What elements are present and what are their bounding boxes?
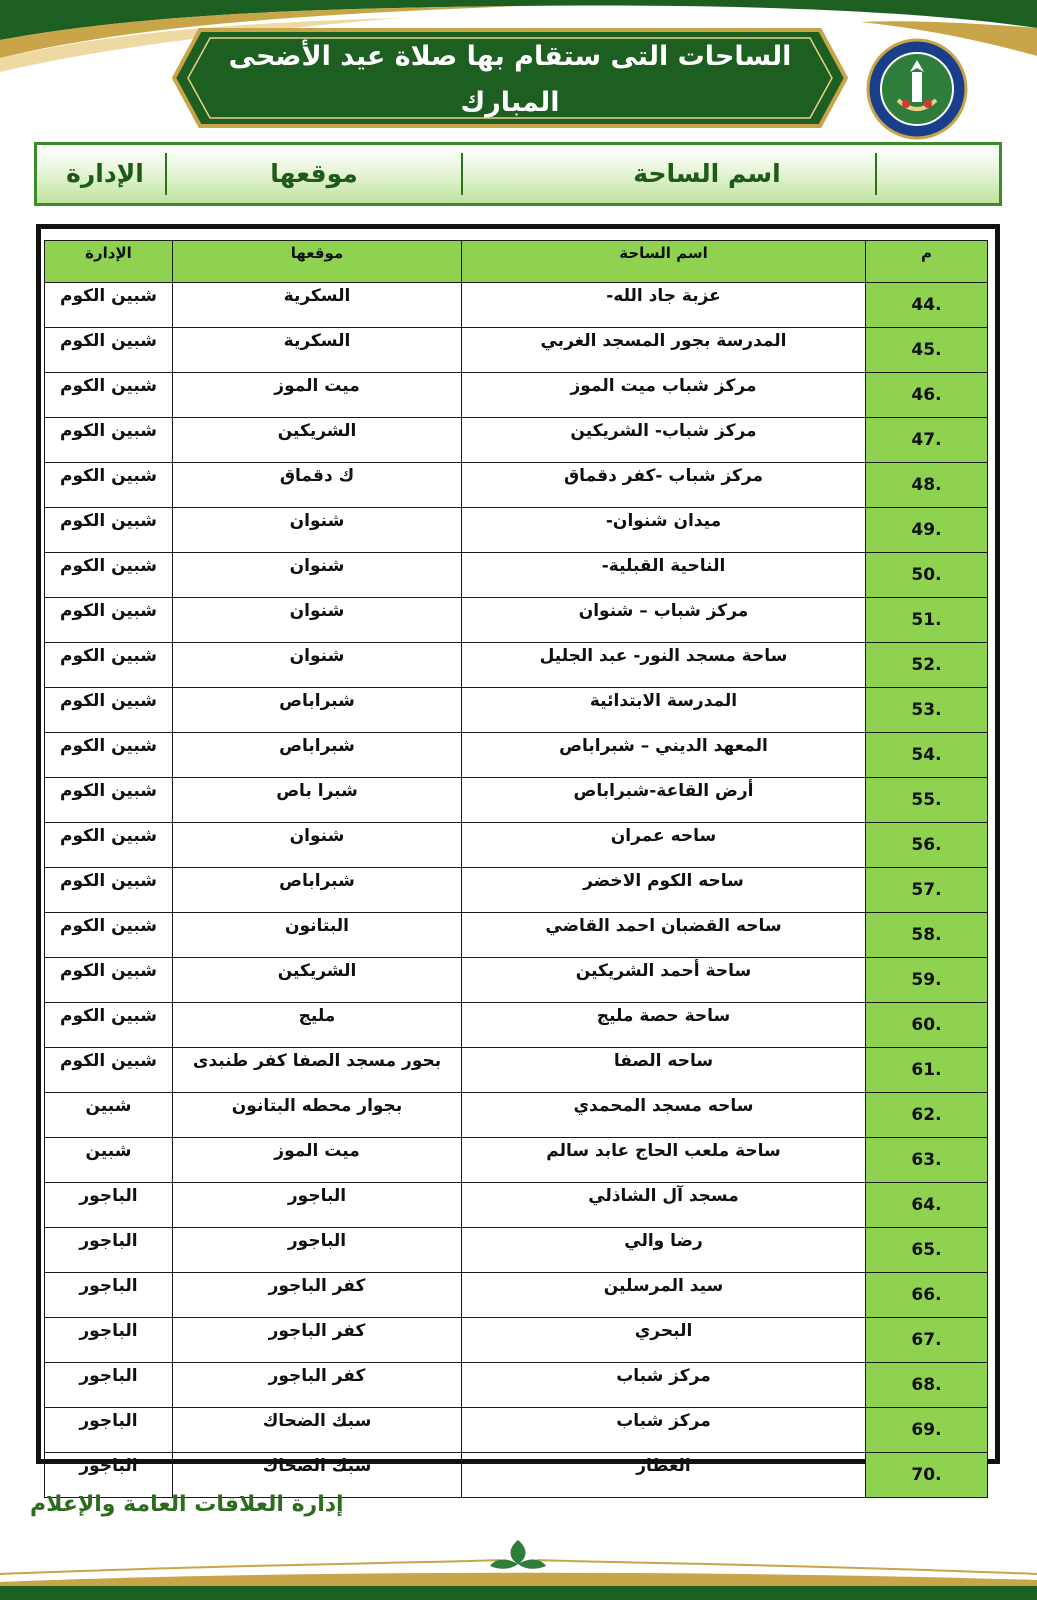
cell-num: .55 [866, 778, 988, 823]
cell-num: .48 [866, 463, 988, 508]
cell-name: مركز شباب ميت الموز [462, 373, 866, 418]
cell-location: شبراباص [173, 688, 462, 733]
cell-name: ساحة أحمد الشريكين [462, 958, 866, 1003]
cell-name: أرض القاعة-شبراباص [462, 778, 866, 823]
cell-num: .69 [866, 1408, 988, 1453]
cell-admin: الباجور [45, 1228, 173, 1273]
cell-num: .64 [866, 1183, 988, 1228]
cell-location: شنوان [173, 553, 462, 598]
header-divider [875, 153, 877, 195]
cell-name: العطار [462, 1453, 866, 1498]
cell-admin: شبين [45, 1138, 173, 1183]
leaf-emblem-icon [490, 1540, 546, 1569]
table-row [45, 328, 988, 373]
cell-location: بجوار محطه البتانون [173, 1093, 462, 1138]
cell-num: .49 [866, 508, 988, 553]
cell-num: .57 [866, 868, 988, 913]
table-row [45, 1453, 988, 1498]
cell-location: السكرية [173, 328, 462, 373]
cell-location: البتانون [173, 913, 462, 958]
column-header-bar [34, 142, 1002, 206]
cell-admin: الباجور [45, 1273, 173, 1318]
cell-name: ساحه مسجد المحمدي [462, 1093, 866, 1138]
bottom-decoration [0, 1520, 1037, 1600]
table-row [45, 373, 988, 418]
cell-admin: الباجور [45, 1183, 173, 1228]
cell-num: .45 [866, 328, 988, 373]
table-row [45, 1318, 988, 1363]
header-name: اسم الساحة [633, 159, 781, 188]
cell-admin: الباجور [45, 1363, 173, 1408]
cell-num: .66 [866, 1273, 988, 1318]
table-row [45, 1273, 988, 1318]
th-num: م [866, 241, 988, 283]
table-header-row [45, 241, 988, 283]
cell-location: شنوان [173, 508, 462, 553]
cell-name: مركز شباب [462, 1408, 866, 1453]
cell-num: .47 [866, 418, 988, 463]
cell-name: ميدان شنوان- [462, 508, 866, 553]
cell-location: ك دقماق [173, 463, 462, 508]
cell-admin: شبين الكوم [45, 733, 173, 778]
cell-location: بحور مسجد الصفا كفر طنبدى [173, 1048, 462, 1093]
cell-admin: شبين الكوم [45, 688, 173, 733]
cell-location: الباجور [173, 1228, 462, 1273]
cell-name: المدرسة بجور المسجد الغربي [462, 328, 866, 373]
cell-admin: الباجور [45, 1453, 173, 1498]
cell-location: كفر الباجور [173, 1318, 462, 1363]
th-location: موقعها [173, 241, 462, 283]
th-admin: الإدارة [45, 241, 173, 283]
table-row [45, 1138, 988, 1183]
cell-location: ميت الموز [173, 1138, 462, 1183]
cell-num: .61 [866, 1048, 988, 1093]
cell-num: .58 [866, 913, 988, 958]
table-row [45, 1093, 988, 1138]
cell-admin: شبين الكوم [45, 823, 173, 868]
table-row [45, 283, 988, 328]
cell-name: مركز شباب -كفر دقماق [462, 463, 866, 508]
cell-admin: الباجور [45, 1318, 173, 1363]
cell-name: ساحه الصفا [462, 1048, 866, 1093]
cell-location: كفر الباجور [173, 1363, 462, 1408]
header-divider [165, 153, 167, 195]
cell-num: .56 [866, 823, 988, 868]
cell-name: ساحة ملعب الحاج عابد سالم [462, 1138, 866, 1183]
table-row [45, 553, 988, 598]
cell-name: المدرسة الابتدائية [462, 688, 866, 733]
cell-name: عزبة جاد الله- [462, 283, 866, 328]
table-row [45, 418, 988, 463]
cell-location: الباجور [173, 1183, 462, 1228]
cell-name: سيد المرسلين [462, 1273, 866, 1318]
cell-location: كفر الباجور [173, 1273, 462, 1318]
cell-location: مليج [173, 1003, 462, 1048]
cell-num: .46 [866, 373, 988, 418]
governorate-seal-icon [866, 38, 968, 140]
cell-name: مركز شباب – شنوان [462, 598, 866, 643]
table-row [45, 868, 988, 913]
cell-admin: شبين الكوم [45, 418, 173, 463]
cell-num: .53 [866, 688, 988, 733]
header-divider [461, 153, 463, 195]
cell-name: البحري [462, 1318, 866, 1363]
cell-num: .59 [866, 958, 988, 1003]
cell-name: مركز شباب [462, 1363, 866, 1408]
table-row [45, 1183, 988, 1228]
cell-admin: شبين الكوم [45, 913, 173, 958]
cell-name: الناحية القبلية- [462, 553, 866, 598]
cell-location: شنوان [173, 598, 462, 643]
cell-location: شنوان [173, 643, 462, 688]
table-row [45, 958, 988, 1003]
cell-admin: شبين [45, 1093, 173, 1138]
table-row [45, 1228, 988, 1273]
cell-location: سبك الضحاك [173, 1453, 462, 1498]
cell-admin: شبين الكوم [45, 328, 173, 373]
cell-location: الشريكين [173, 958, 462, 1003]
cell-num: .67 [866, 1318, 988, 1363]
table-row [45, 598, 988, 643]
footer-department: إدارة العلاقات العامة والإعلام [30, 1492, 344, 1517]
cell-admin: شبين الكوم [45, 508, 173, 553]
cell-name: ساحه القضبان احمد القاضي [462, 913, 866, 958]
table-row [45, 643, 988, 688]
table-row [45, 1003, 988, 1048]
cell-admin: شبين الكوم [45, 643, 173, 688]
cell-admin: شبين الكوم [45, 283, 173, 328]
table-row [45, 1048, 988, 1093]
cell-name: المعهد الديني – شبراباص [462, 733, 866, 778]
cell-location: شبراباص [173, 733, 462, 778]
cell-admin: شبين الكوم [45, 1048, 173, 1093]
cell-admin: شبين الكوم [45, 778, 173, 823]
cell-location: شنوان [173, 823, 462, 868]
table-row [45, 1408, 988, 1453]
cell-admin: شبين الكوم [45, 553, 173, 598]
header-location: موقعها [270, 159, 358, 188]
cell-num: .44 [866, 283, 988, 328]
cell-admin: شبين الكوم [45, 868, 173, 913]
cell-admin: شبين الكوم [45, 598, 173, 643]
header-admin: الإدارة [66, 159, 144, 188]
cell-num: .62 [866, 1093, 988, 1138]
table-row [45, 733, 988, 778]
cell-location: الشريكين [173, 418, 462, 463]
cell-location: السكرية [173, 283, 462, 328]
table-row [45, 463, 988, 508]
cell-location: سبك الضحاك [173, 1408, 462, 1453]
table-row [45, 778, 988, 823]
cell-admin: شبين الكوم [45, 1003, 173, 1048]
cell-num: .54 [866, 733, 988, 778]
cell-location: شبرا باص [173, 778, 462, 823]
squares-table [44, 240, 988, 1498]
cell-name: ساحه عمران [462, 823, 866, 868]
table-row [45, 1363, 988, 1408]
cell-num: .60 [866, 1003, 988, 1048]
cell-name: ساحه الكوم الاخضر [462, 868, 866, 913]
cell-num: .52 [866, 643, 988, 688]
cell-location: شبراباص [173, 868, 462, 913]
cell-num: .50 [866, 553, 988, 598]
cell-num: .68 [866, 1363, 988, 1408]
cell-admin: الباجور [45, 1408, 173, 1453]
cell-num: .51 [866, 598, 988, 643]
cell-name: ساحة حصة مليج [462, 1003, 866, 1048]
th-name: اسم الساحة [462, 241, 866, 283]
cell-admin: شبين الكوم [45, 373, 173, 418]
cell-admin: شبين الكوم [45, 463, 173, 508]
cell-admin: شبين الكوم [45, 958, 173, 1003]
cell-name: رضا والي [462, 1228, 866, 1273]
cell-location: ميت الموز [173, 373, 462, 418]
title-line-1: الساحات التى ستقام بها صلاة عيد الأضحى المبارك [228, 41, 792, 118]
cell-name: ساحة مسجد النور- عبد الجليل [462, 643, 866, 688]
cell-num: .65 [866, 1228, 988, 1273]
table-row [45, 508, 988, 553]
table-row [45, 823, 988, 868]
cell-num: .70 [866, 1453, 988, 1498]
cell-name: مركز شباب- الشريكين [462, 418, 866, 463]
cell-name: مسجد آل الشاذلي [462, 1183, 866, 1228]
table-row [45, 913, 988, 958]
table-row [45, 688, 988, 733]
table-body [45, 283, 988, 1498]
cell-num: .63 [866, 1138, 988, 1183]
